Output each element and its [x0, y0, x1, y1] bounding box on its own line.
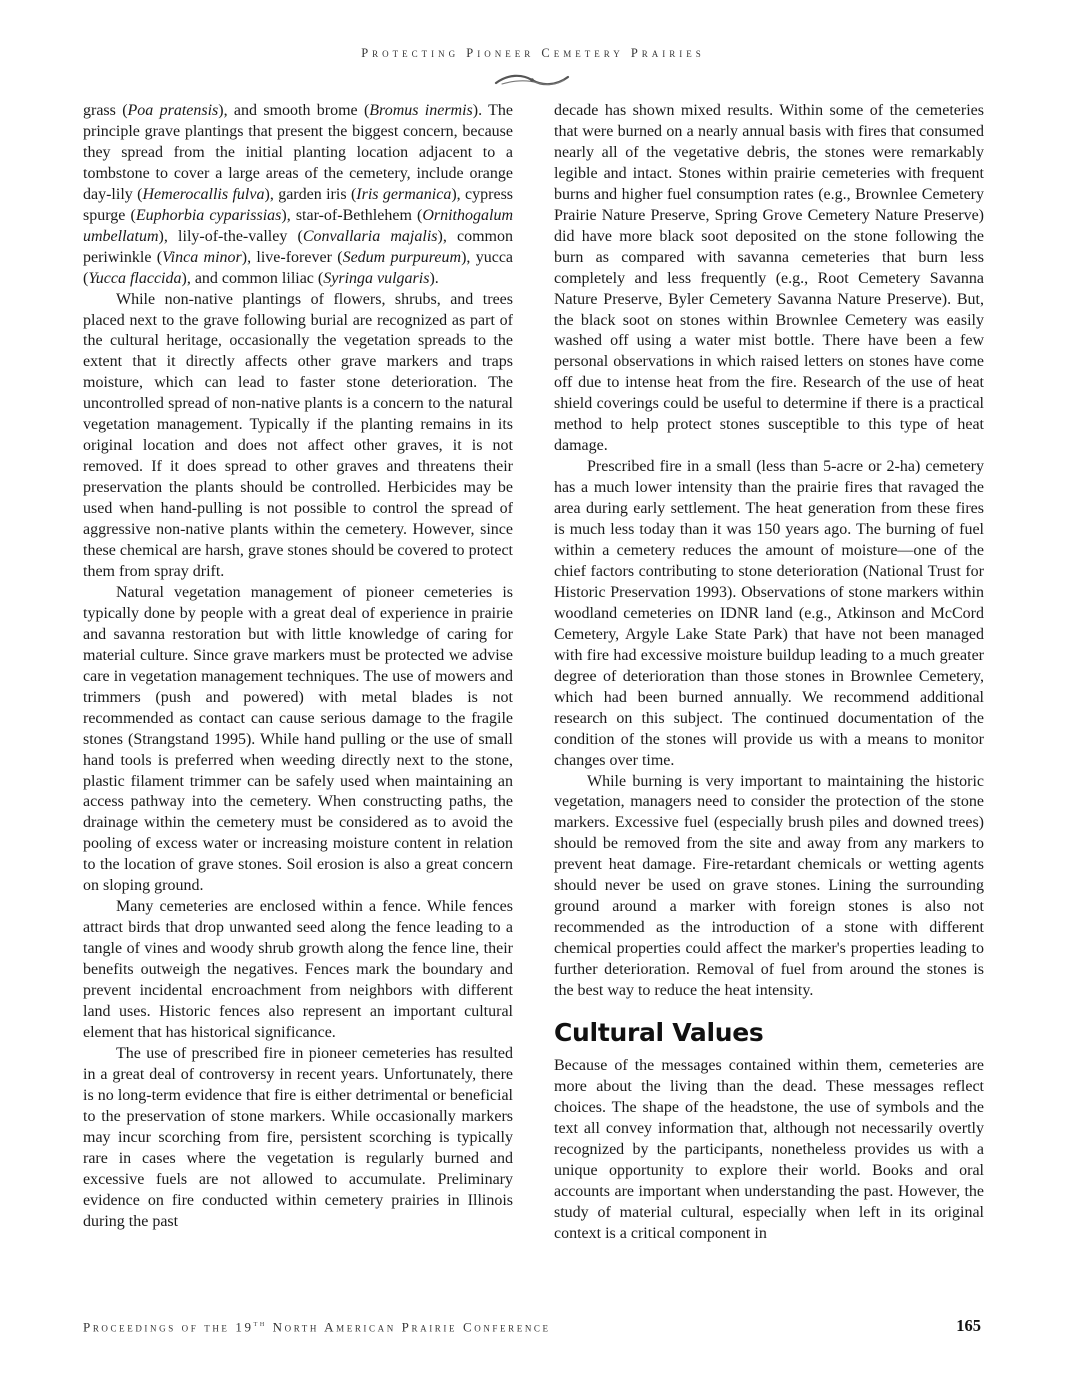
- species-name: Poa pratensis: [127, 102, 219, 119]
- species-name: Iris germanica: [356, 185, 452, 203]
- footer-text: North American Prairie Conference: [266, 1319, 551, 1335]
- paragraph: Prescribed fire in a small (less than 5-acre or 2-ha) cemetery has a much lower intensity than the prairie fires that ravaged the area during early settlement. The heat generation from these fires is much less today than it was 150 years ago. The burning of fuel within a cemetery reduces the amount of moisture—one of the chief factors contributing to stone deterioration (National Trust for Historic Preservation 1993). Observations of stone markers within woodland cemeteries on IDNR land (e.g., Atkinson and McCord Cemetery, Argyle Lake State Park) that have not been managed with fire had excessive moisture buildup leading to a much greater degree of deterioration than those stones in Brownlee Cemetery, which had been burned annually. We recommend additional research on this subject. The continued documentation of the condition of the stones will provide us with a means to monitor changes over time.: [554, 458, 984, 769]
- species-name: Hemerocallis fulva: [142, 185, 265, 203]
- species-name: Convallaria majalis: [302, 227, 438, 245]
- paragraph: Many cemeteries are enclosed within a fence. While fences attract birds that drop unwanted seed along the fence leading to a tangle of vines and woody shrub growth along the fence line, their benefits outweigh the negatives. Fences mark the boundary and prevent incidental encroachment from neighbors with different land uses. Historic fences also represent an important cultural element that has historical significance.: [83, 898, 513, 1041]
- right-column: [554, 101, 984, 1245]
- text-run: ), garden iris (: [264, 185, 357, 203]
- left-column: [83, 101, 513, 1232]
- flourish-ornament-icon: [492, 70, 572, 90]
- running-header: Protecting Pioneer Cemetery Prairies: [361, 46, 705, 60]
- text-run: ).: [429, 269, 439, 287]
- text-run: grass (: [83, 102, 128, 119]
- text-run: ), star-of-Bethlehem (: [281, 206, 423, 224]
- running-footer: [83, 1318, 983, 1335]
- species-name: Bromus inermis: [369, 102, 473, 119]
- paragraph: [83, 101, 513, 290]
- paragraph: The use of prescribed fire in pioneer cemeteries has resulted in a great deal of controversy in recent years. Unfortunately, there is no long-term evidence that fire is either detrimental or beneficial to the preservation of stone markers. While occasionally markers may incur scorching from fire, persistent scorching is typically rare in cases where the vegetation is regularly burned and excessive fuels are not allowed to accumulate. Preliminary evidence on fire conducted within cemetery prairies in Illinois during the past: [83, 1044, 513, 1230]
- paragraph: Natural vegetation management of pioneer cemeteries is typically done by people with a great deal of experience in prairie and savanna restoration but with little knowledge of caring for material culture. Since grave markers must be protected we advise care in vegetation management techniques. The use of mowers and trimmers (push and powered) with metal blades is not recommended as contact can cause serious damage to the fragile stones (Strangstand 1995). While hand pulling or the use of small hand tools is preferred when weeding directly next to the stone, plastic filament trimmer can be safely used when maintaining an access pathway into the cemetery. When constructing paths, the drainage within the cemetery must be considered as to avoid the pooling of excess water or increasing moisture content in relation to the location of grave stones. Soil erosion is also a great concern on sloping ground.: [83, 583, 513, 895]
- text-run: ), and smooth brome (: [218, 102, 370, 119]
- footer-text: Proceedings of the 19: [83, 1319, 254, 1335]
- paragraph: Because of the messages contained within them, cemeteries are more about the living than the dead. These messages reflect choices. The shape of the headstone, the use of symbols and the text all convey information that, although not necessarily overtly recognized by the participants, nonetheless provides us with a unique opportunity to explore their world. Books and oral accounts are important when understanding the past. However, the study of material cultural, especially when left in its original context is a critical component in: [554, 1056, 984, 1242]
- paragraph: While burning is very important to maintaining the historic vegetation, managers need to consider the protection of the stone markers. Excessive fuel (especially brush piles and downed trees) should be removed from the site and away from any markers to prevent heat damage. Fire-retardant chemicals or wetting agents should never be used on grave stones. Lining the surrounding ground around a marker with foreign stones is also not recommended as the introduction of a stone with different chemical properties could affect the marker's properties leading to further deterioration. Removal of fuel from around the stones is the best way to reduce the heat intensity.: [554, 772, 984, 1000]
- text-run: ). The principle grave plantings that present the biggest concern, because they spread from the initial planting location adjacent to a tombstone to cover a large areas of the cemetery, include orange day-lily (: [83, 102, 514, 203]
- text-run: ), lily-of-the-valley (: [158, 227, 303, 245]
- page-number: 165: [956, 1316, 981, 1335]
- section-heading: Cultural Values: [554, 1017, 764, 1047]
- text-run: ), and common liliac (: [181, 269, 324, 287]
- species-name: Yucca flaccida: [88, 269, 182, 287]
- species-name: Sedum purpureum: [342, 248, 462, 266]
- text-run: ), live-forever (: [241, 248, 343, 266]
- footer-superscript: th: [253, 1318, 267, 1328]
- text-run: ), yucca (: [83, 248, 514, 287]
- paragraph: While non-native plantings of flowers, shrubs, and trees placed next to the grave following burial are recognized as part of the cultural heritage, occasionally the vegetation spreads to the extent that it directly affects other grave markers and traps moisture, which can lead to faster stone deterioration. The uncontrolled spread of non-native plants is a concern to the natural vegetation management. Typically if the planting remains in its original location and does not affect other graves, it is not removed. If it does spread to other graves and threatens their preservation the plants should be controlled. Herbicides may be used when hand-pulling is not possible to control the spread of aggressive non-native plants within the cemetery. However, since these chemical are harsh, grave stones should be covered to protect them from spray drift.: [83, 290, 513, 580]
- text-run: ), cypress spurge (: [83, 185, 514, 224]
- species-name: Euphorbia cyparissias: [135, 206, 282, 224]
- text-run: ), common periwinkle (: [83, 227, 513, 266]
- species-name: Ornithogalum umbellatum: [83, 206, 513, 245]
- species-name: Syringa vulgaris: [323, 269, 430, 287]
- species-name: Vinca minor: [162, 248, 242, 266]
- paragraph: decade has shown mixed results. Within some of the cemeteries that were burned on a nearly annual basis with fires that consumed nearly all of the vegetative debris, the stones were remarkably legible and intact. Stones within prairie cemeteries with frequent burns and higher fuel consumption rates (e.g., Brownlee Cemetery Prairie Nature Preserve, Spring Grove Cemetery Nature Preserve) did have more black soot deposited on the stone following the burn as compared with savanna cemeteries that burn less completely and less frequently (e.g., Root Cemetery Savanna Nature Preserve, Byler Cemetery Savanna Nature Preserve). But, the black soot on stones within Brownlee Cemetery was easily washed off using a water mist bottle. There have been a few personal observations in which raised letters on stones have come off due to intense heat from the fire. Research of the use of heat shield coverings could be useful to determine if there is a practical method to help protect stones susceptible to this type of heat damage.: [554, 102, 984, 455]
